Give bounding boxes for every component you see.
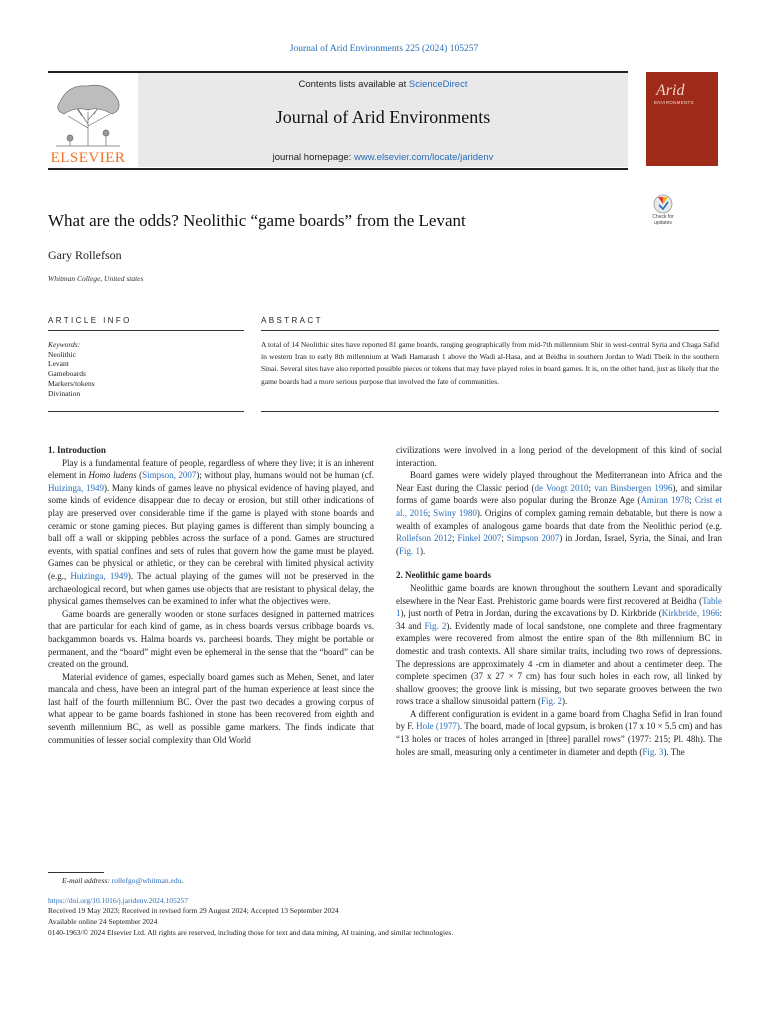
email-suffix: . — [181, 876, 184, 885]
cover-title: Arid — [656, 82, 685, 99]
citation-link[interactable]: Kirkbride, 1966 — [661, 608, 720, 619]
text-run: Neolithic game boards are known throughout the southern Levant and sporadically elsewhere in the Near East. Prehistoric game boards were first recovered at Beidha ( — [396, 582, 722, 606]
keyword-item: Markers/tokens — [48, 378, 95, 388]
sciencedirect-link[interactable]: ScienceDirect — [408, 79, 468, 90]
article-info-rule-bottom — [48, 411, 244, 412]
body-column-left — [48, 444, 374, 746]
text-run: Board games were widely played throughout the Mediterranean into Africa and the Near East during the Classic period ( — [396, 470, 722, 493]
journal-name: Journal of Arid Environments — [275, 107, 491, 127]
citation-link[interactable]: Crist et al., 2016 — [396, 495, 722, 518]
abstract-rule-bottom — [261, 411, 719, 412]
contents-prefix: Contents lists available at — [298, 79, 409, 90]
author-affiliation: Whitman College, United states — [48, 274, 144, 283]
paragraph: Material evidence of games, especially board games such as Mehen, Senet, and later mancala and chess, have been an integral part of the human experience at least since the last half of the fourth millennium BC. Over the past two decades a growing corpus of what appear to be game boards fashioned in stone has been recovered from eighth and seventh millennium BC, as well as possible game markers. The finds indicate that communities of lesser social complexity than Old World — [48, 671, 374, 745]
keyword-item: Levant — [48, 359, 69, 369]
text-run: ; — [689, 495, 695, 506]
text-run: ( — [136, 470, 143, 481]
text-run: ). The actual playing of the games will not be preserved in the archaeological record, but when games use objects that are resistant to physical delay, the physical games themselves can be examined to infer what the objectives were. — [48, 570, 374, 607]
contents-line — [138, 79, 628, 90]
text-run: ). Evidently made of local sandstone, one complete and three fragmentary examples were recovered from almost the entire span of the 8th millennium BC in domestic and trash contexts. All share similar traits, including two rows of depressions. The depressions are approximately 4 -cm in diameter and about a centimeter deep. The complete specimen (37 x 27 × 7 cm) has four such holes in each row, all linked by shallow grooves; the groove link is missing, but two separate grooves between the two rows trace a shallow sinusoidal pattern ( — [396, 620, 722, 707]
email-footnote — [48, 876, 728, 887]
copyright-notice: 0140-1963/© 2024 Elsevier Ltd. All rights are reserved, including those for text and data mining, AI training, and similar technologies. — [48, 927, 454, 937]
paragraph — [48, 457, 374, 608]
text-run: ), just north of Petra in Jordan, during the excavations by D. Kirkbride ( — [400, 608, 662, 619]
cover-subtitle: ENVIRONMENTS — [654, 100, 694, 105]
keyword-item: Divination — [48, 388, 81, 398]
citation-link[interactable]: Simpson 2007 — [506, 533, 560, 544]
journal-homepage-link[interactable]: www.elsevier.com/locate/jaridenv — [353, 152, 494, 163]
text-run: . The board, made of local gypsum, is broken (17 x 10 × 5.5 cm) and has “13 holes or traces of holes arranged in [three] parallel rows” (1977: 215; Pl. 48h). The holes are small, measuring only a centimeter in diameter and depth ( — [396, 721, 722, 757]
citation-link[interactable]: van Binsbergen 1996 — [594, 482, 673, 493]
text-run: ). — [561, 696, 568, 707]
paragraph: Game boards are generally wooden or stone surfaces designed in patterned matrices that are particular for each kind of game, as in chess boards versus cribbage boards vs. backgammon boards vs. Halma boards vs. parcheesi boards. They might be portable or permanent, and the “board” might even be ephemeral in the sense that the “board” can be created on the ground. — [48, 608, 374, 670]
article-title: What are the odds? Neolithic “game boards” from the Levant — [48, 211, 466, 230]
citation-link[interactable]: Amiran 1978 — [640, 495, 690, 506]
section-heading-introduction: 1. Introduction — [48, 445, 106, 455]
doi-link[interactable]: https://doi.org/10.1016/j.jaridenv.2024.105257 — [48, 895, 188, 905]
paragraph — [396, 708, 722, 758]
keyword-item: Neolithic — [48, 349, 76, 359]
text-run: ), and similar forms of game boards were also popular during the Bronze Age ( — [396, 482, 723, 506]
article-info-rule — [48, 330, 244, 331]
table-link[interactable]: Table 1 — [396, 595, 722, 619]
keyword-item: Gameboards — [48, 369, 86, 379]
abstract-heading: ABSTRACT — [261, 316, 323, 325]
article-footer — [48, 876, 728, 939]
text-run: : 34 and — [396, 608, 722, 631]
abstract-rule — [261, 330, 719, 331]
article-info-heading: ARTICLE INFO — [48, 316, 132, 325]
citation-link[interactable]: Swiny 1980 — [433, 507, 477, 518]
received-dates: Received 19 May 2023; Received in revised form 29 August 2024; Accepted 13 September 2024 — [48, 906, 339, 916]
text-run: ); without play, humans would not be human (cf. — [196, 470, 375, 481]
text-run: ; — [588, 482, 595, 493]
check-for-updates-label: Check for updates — [652, 214, 674, 226]
citation-link[interactable]: Huizinga, 1949 — [70, 570, 128, 581]
figure-link[interactable]: Fig. 1 — [399, 545, 421, 556]
journal-reference[interactable]: Journal of Arid Environments 225 (2024) 105257 — [289, 44, 479, 54]
abstract-text: A total of 14 Neolithic sites have reported 81 game boards, ranging geographically from mid-7th millennium Shir in west-central Syria and Chaga Safid in western Iran to early 8th millennium at Wadi Hamarash 1 above the Wadi al-Hasa, and at Beidha in southern Jordan to Wadi Tbeik in the southern Sinai. Several sites have also reported possible pieces or tokens that may have played roles in board games. It is, on the other hand, just as likely that the game boards had a more serious purpose that involved the fate of communities. — [261, 340, 719, 386]
section-heading-neolithic-game-boards: 2. Neolithic game boards — [396, 570, 491, 581]
citation-link[interactable]: Finkel 2007 — [457, 533, 502, 544]
paragraph: civilizations were involved in a long period of the development of this kind of social interaction. — [396, 445, 722, 468]
citation-link[interactable]: Hole (1977) — [416, 721, 460, 732]
text-run: ). — [420, 545, 426, 556]
header-rule-bottom — [48, 168, 628, 170]
citation-link[interactable]: de Voogt 2010 — [534, 482, 589, 493]
homepage-line — [138, 152, 628, 163]
citation-link[interactable]: Huizinga, 1949 — [48, 482, 104, 493]
text-run: ; — [427, 507, 434, 518]
figure-link[interactable]: Fig. 2 — [540, 696, 562, 707]
email-label: E-mail address: — [62, 876, 110, 885]
text-run: ) in Jordan, Israel, Syria, the Sinai, and Iran ( — [396, 533, 722, 556]
text-run: ). Origins of complex gaming remain debatable, but there is now a wealth of examples of analogous game boards that date from the Neolithic period (e.g. — [396, 507, 722, 531]
author-email-link[interactable]: rollefgo@whitman.edu — [111, 876, 182, 885]
citation-link[interactable]: Rollefson 2012 — [396, 533, 452, 544]
body-column-right — [396, 444, 722, 758]
figure-link[interactable]: Fig. 2 — [424, 620, 447, 631]
text-run: ). The — [663, 746, 685, 757]
journal-cover-thumbnail[interactable] — [646, 72, 718, 166]
available-online-date: Available online 24 September 2024 — [48, 917, 158, 927]
text-run: A different configuration is evident in a game board from Chagha Sefid in Iran found by F. — [396, 708, 722, 732]
text-run: Play is a fundamental feature of people, regardless of where they live; it is an inherent element in — [48, 457, 374, 481]
citation-link[interactable]: Simpson, 2007 — [142, 470, 197, 481]
paragraph — [396, 469, 722, 557]
author-name: Gary Rollefson — [48, 248, 122, 262]
text-run: ; — [501, 533, 507, 544]
footnote-rule — [48, 872, 104, 873]
text-run: ). Many kinds of games leave no physical evidence of having played, and some kinds of evidence disappear due to decay or erosion, but still other indications of play are preserved over considerable time if the game is played with stone boards and ceramic or stone gaming pieces. But playing games is different than simply bouncing a ball off a wall or skipping pebbles across the surface of a pond. Games are structured events, with spatial confines and sets of rules that govern how the game must be played. Games can be physical or athletic, or they can be cerebral with limited physical activity (e.g., — [48, 482, 374, 581]
elsevier-wordmark[interactable]: ELSEVIER — [50, 150, 126, 166]
figure-link[interactable]: Fig. 3 — [642, 746, 664, 757]
keywords-label: Keywords: — [48, 340, 81, 349]
keywords-list — [48, 340, 95, 398]
text-run: ; — [451, 533, 458, 544]
paragraph — [396, 582, 722, 708]
text-run-italic: Homo ludens — [88, 470, 137, 481]
homepage-prefix: journal homepage: — [272, 152, 354, 163]
journal-masthead — [138, 73, 628, 167]
